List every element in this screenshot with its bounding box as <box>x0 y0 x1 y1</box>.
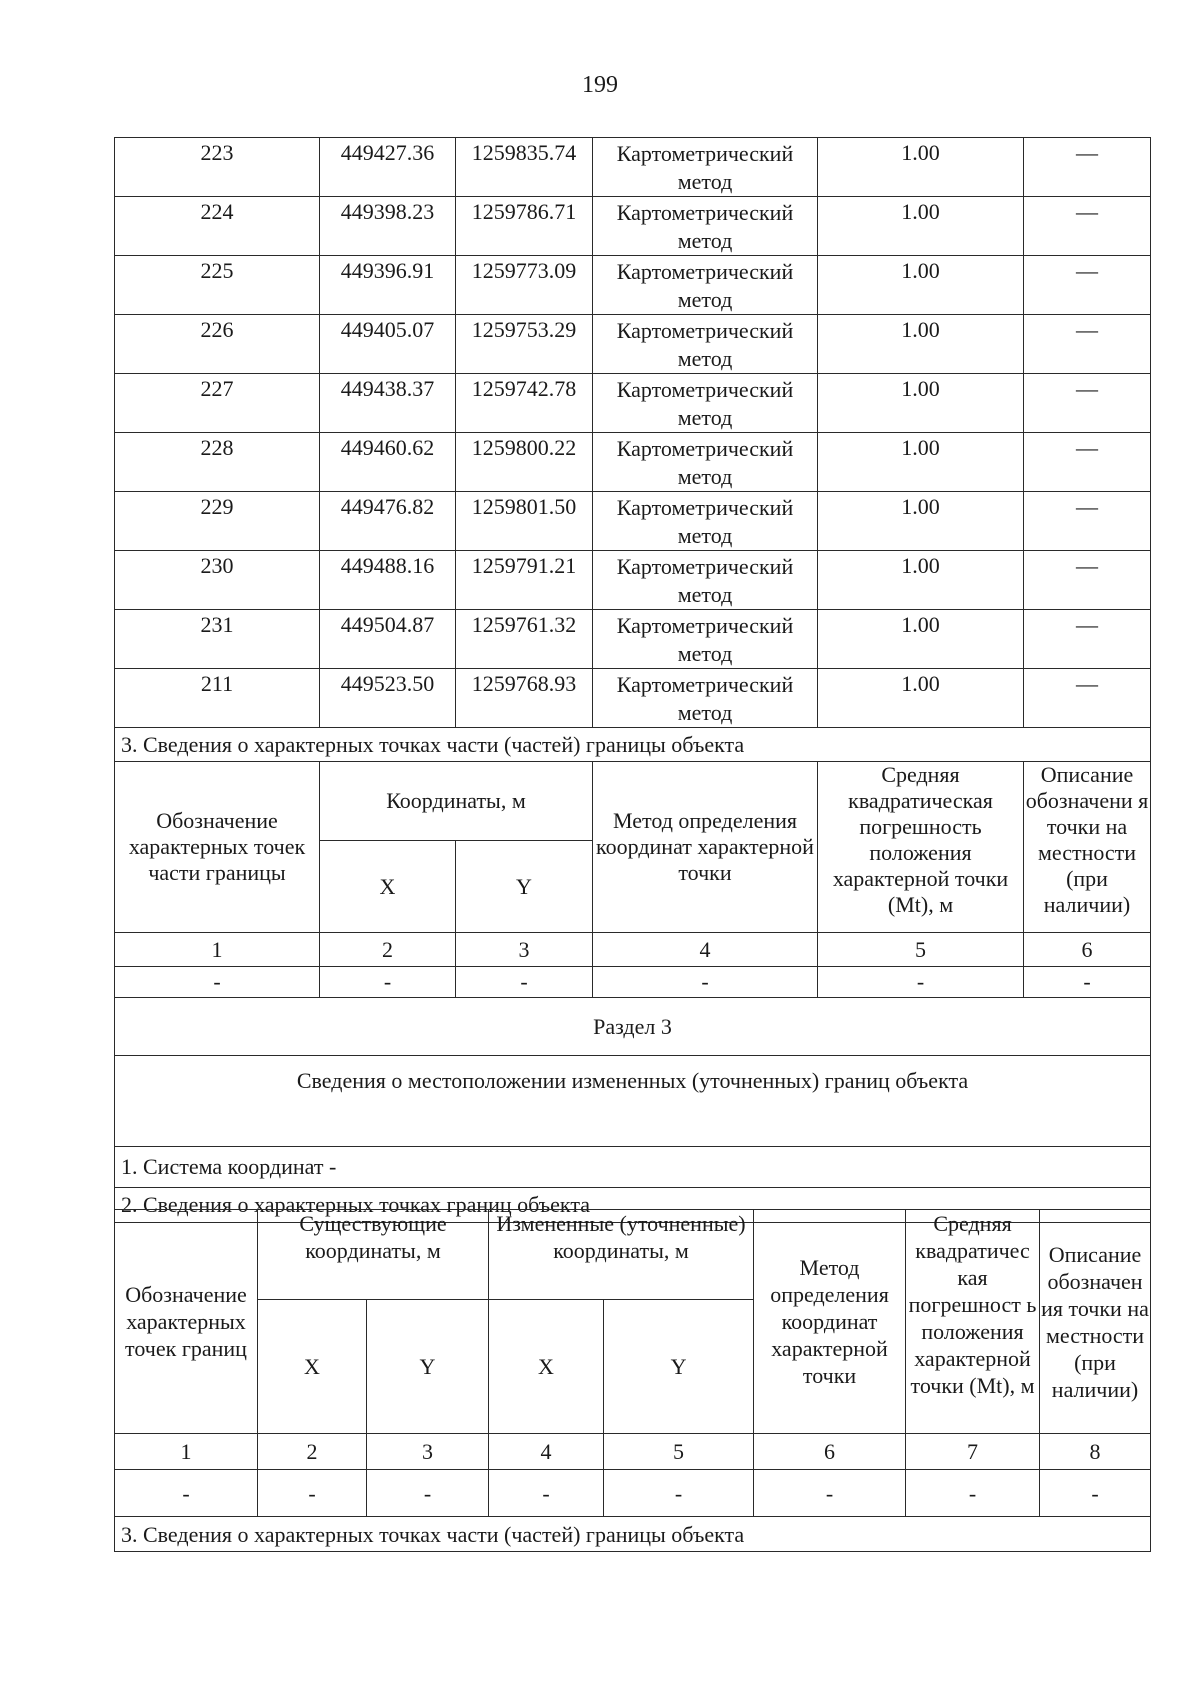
header-existing-x: X <box>258 1300 367 1434</box>
point-id-cell: 231 <box>115 610 320 669</box>
point-id-cell: 224 <box>115 197 320 256</box>
point-accuracy-cell: 1.00 <box>818 315 1024 374</box>
point-method-cell: Картометрический метод <box>593 315 818 374</box>
section3-subsection2-title: 2. Сведения о характерных точках границ объекта <box>115 1188 1151 1223</box>
column-number: 3 <box>367 1434 489 1470</box>
point-accuracy-cell: 1.00 <box>818 669 1024 728</box>
section3-title: Сведения о местоположении измененных (уточненных) границ объекта <box>115 1056 1151 1147</box>
point-x-cell: 449438.37 <box>320 374 456 433</box>
section3-subsection3-title: 3. Сведения о характерных точках части (частей) границы объекта <box>115 1517 1151 1552</box>
header-changed-x: X <box>489 1300 604 1434</box>
point-y-cell: 1259791.21 <box>456 551 593 610</box>
point-accuracy-cell: 1.00 <box>818 374 1024 433</box>
header-description: Описание обозначен ия точки на местности (при наличии) <box>1040 1210 1151 1434</box>
empty-cell: - <box>367 1470 489 1517</box>
point-y-cell: 1259768.93 <box>456 669 593 728</box>
point-id-cell: 230 <box>115 551 320 610</box>
point-description-cell: — <box>1024 374 1151 433</box>
point-method-cell: Картометрический метод <box>593 433 818 492</box>
point-y-cell: 1259835.74 <box>456 138 593 197</box>
header-description: Описание обозначени я точки на местности (при наличии) <box>1024 762 1151 933</box>
column-number: 2 <box>320 933 456 967</box>
column-number: 6 <box>754 1434 906 1470</box>
point-method-cell: Картометрический метод <box>593 610 818 669</box>
empty-cell: - <box>115 967 320 998</box>
point-x-cell: 449523.50 <box>320 669 456 728</box>
table-row <box>115 374 1151 433</box>
empty-cell: - <box>115 1470 258 1517</box>
point-accuracy-cell: 1.00 <box>818 610 1024 669</box>
point-id-cell: 223 <box>115 138 320 197</box>
empty-cell: - <box>906 1470 1040 1517</box>
point-accuracy-cell: 1.00 <box>818 433 1024 492</box>
column-number: 1 <box>115 1434 258 1470</box>
point-y-cell: 1259786.71 <box>456 197 593 256</box>
coordinate-system: 1. Система координат - <box>115 1147 1151 1188</box>
table-row <box>115 315 1151 374</box>
point-x-cell: 449405.07 <box>320 315 456 374</box>
point-y-cell: 1259800.22 <box>456 433 593 492</box>
page-number: 199 <box>582 72 618 98</box>
point-id-cell: 226 <box>115 315 320 374</box>
point-method-cell: Картометрический метод <box>593 374 818 433</box>
header-method: Метод определения координат характерной точки <box>754 1210 906 1434</box>
point-y-cell: 1259801.50 <box>456 492 593 551</box>
point-id-cell: 225 <box>115 256 320 315</box>
point-method-cell: Картометрический метод <box>593 492 818 551</box>
point-method-cell: Картометрический метод <box>593 138 818 197</box>
point-id-cell: 229 <box>115 492 320 551</box>
point-y-cell: 1259773.09 <box>456 256 593 315</box>
column-number: 7 <box>906 1434 1040 1470</box>
empty-cell: - <box>754 1470 906 1517</box>
point-id-cell: 211 <box>115 669 320 728</box>
point-x-cell: 449476.82 <box>320 492 456 551</box>
points-table <box>114 137 1151 1223</box>
table-row <box>115 138 1151 197</box>
column-number: 6 <box>1024 933 1151 967</box>
empty-cell: - <box>1024 967 1151 998</box>
point-description-cell: — <box>1024 256 1151 315</box>
point-id-cell: 227 <box>115 374 320 433</box>
point-y-cell: 1259761.32 <box>456 610 593 669</box>
column-number: 4 <box>489 1434 604 1470</box>
point-accuracy-cell: 1.00 <box>818 256 1024 315</box>
point-y-cell: 1259742.78 <box>456 374 593 433</box>
table-row <box>115 256 1151 315</box>
column-number: 4 <box>593 933 818 967</box>
empty-cell: - <box>456 967 593 998</box>
header-changed-coordinates: Измененные (уточненные) координаты, м <box>489 1210 754 1300</box>
point-x-cell: 449398.23 <box>320 197 456 256</box>
table-row <box>115 551 1151 610</box>
column-number: 8 <box>1040 1434 1151 1470</box>
point-description-cell: — <box>1024 197 1151 256</box>
column-number: 2 <box>258 1434 367 1470</box>
point-y-cell: 1259753.29 <box>456 315 593 374</box>
empty-cell: - <box>818 967 1024 998</box>
point-method-cell: Картометрический метод <box>593 669 818 728</box>
table-row <box>115 492 1151 551</box>
header-accuracy: Средняя квадратичес кая погрешност ь положения характерной точки (Mt), м <box>906 1210 1040 1434</box>
section3-heading: Раздел 3 <box>115 998 1151 1056</box>
point-x-cell: 449460.62 <box>320 433 456 492</box>
point-description-cell: — <box>1024 315 1151 374</box>
header-method: Метод определения координат характерной точки <box>593 762 818 933</box>
point-method-cell: Картометрический метод <box>593 197 818 256</box>
column-number: 3 <box>456 933 593 967</box>
empty-cell: - <box>1040 1470 1151 1517</box>
header-y: Y <box>456 841 593 933</box>
table-row <box>115 610 1151 669</box>
empty-cell: - <box>489 1470 604 1517</box>
point-description-cell: — <box>1024 669 1151 728</box>
header-coordinates: Координаты, м <box>320 762 593 841</box>
point-x-cell: 449396.91 <box>320 256 456 315</box>
table-row <box>115 433 1151 492</box>
point-accuracy-cell: 1.00 <box>818 492 1024 551</box>
empty-cell: - <box>604 1470 754 1517</box>
header-existing-y: Y <box>367 1300 489 1434</box>
point-accuracy-cell: 1.00 <box>818 197 1024 256</box>
column-number: 5 <box>604 1434 754 1470</box>
point-accuracy-cell: 1.00 <box>818 138 1024 197</box>
point-description-cell: — <box>1024 551 1151 610</box>
point-description-cell: — <box>1024 610 1151 669</box>
point-id-cell: 228 <box>115 433 320 492</box>
header-accuracy: Средняя квадратическая погрешность положения характерной точки (Mt), м <box>818 762 1024 933</box>
column-number: 5 <box>818 933 1024 967</box>
point-description-cell: — <box>1024 138 1151 197</box>
point-description-cell: — <box>1024 492 1151 551</box>
section2-part3-title: 3. Сведения о характерных точках части (частей) границы объекта <box>115 728 1151 762</box>
header-changed-y: Y <box>604 1300 754 1434</box>
point-method-cell: Картометрический метод <box>593 256 818 315</box>
header-designation: Обозначение характерных точек части границы <box>115 762 320 933</box>
points-table-body <box>115 138 1151 728</box>
point-accuracy-cell: 1.00 <box>818 551 1024 610</box>
empty-cell: - <box>593 967 818 998</box>
point-description-cell: — <box>1024 433 1151 492</box>
table-row <box>115 197 1151 256</box>
header-existing-coordinates: Существующие координаты, м <box>258 1210 489 1300</box>
table-row <box>115 669 1151 728</box>
empty-cell: - <box>258 1470 367 1517</box>
header-designation: Обозначение характерных точек границ <box>115 1210 258 1434</box>
header-x: X <box>320 841 456 933</box>
point-x-cell: 449488.16 <box>320 551 456 610</box>
changed-boundaries-table <box>114 1209 1151 1552</box>
column-number: 1 <box>115 933 320 967</box>
empty-cell: - <box>320 967 456 998</box>
point-method-cell: Картометрический метод <box>593 551 818 610</box>
point-x-cell: 449504.87 <box>320 610 456 669</box>
point-x-cell: 449427.36 <box>320 138 456 197</box>
